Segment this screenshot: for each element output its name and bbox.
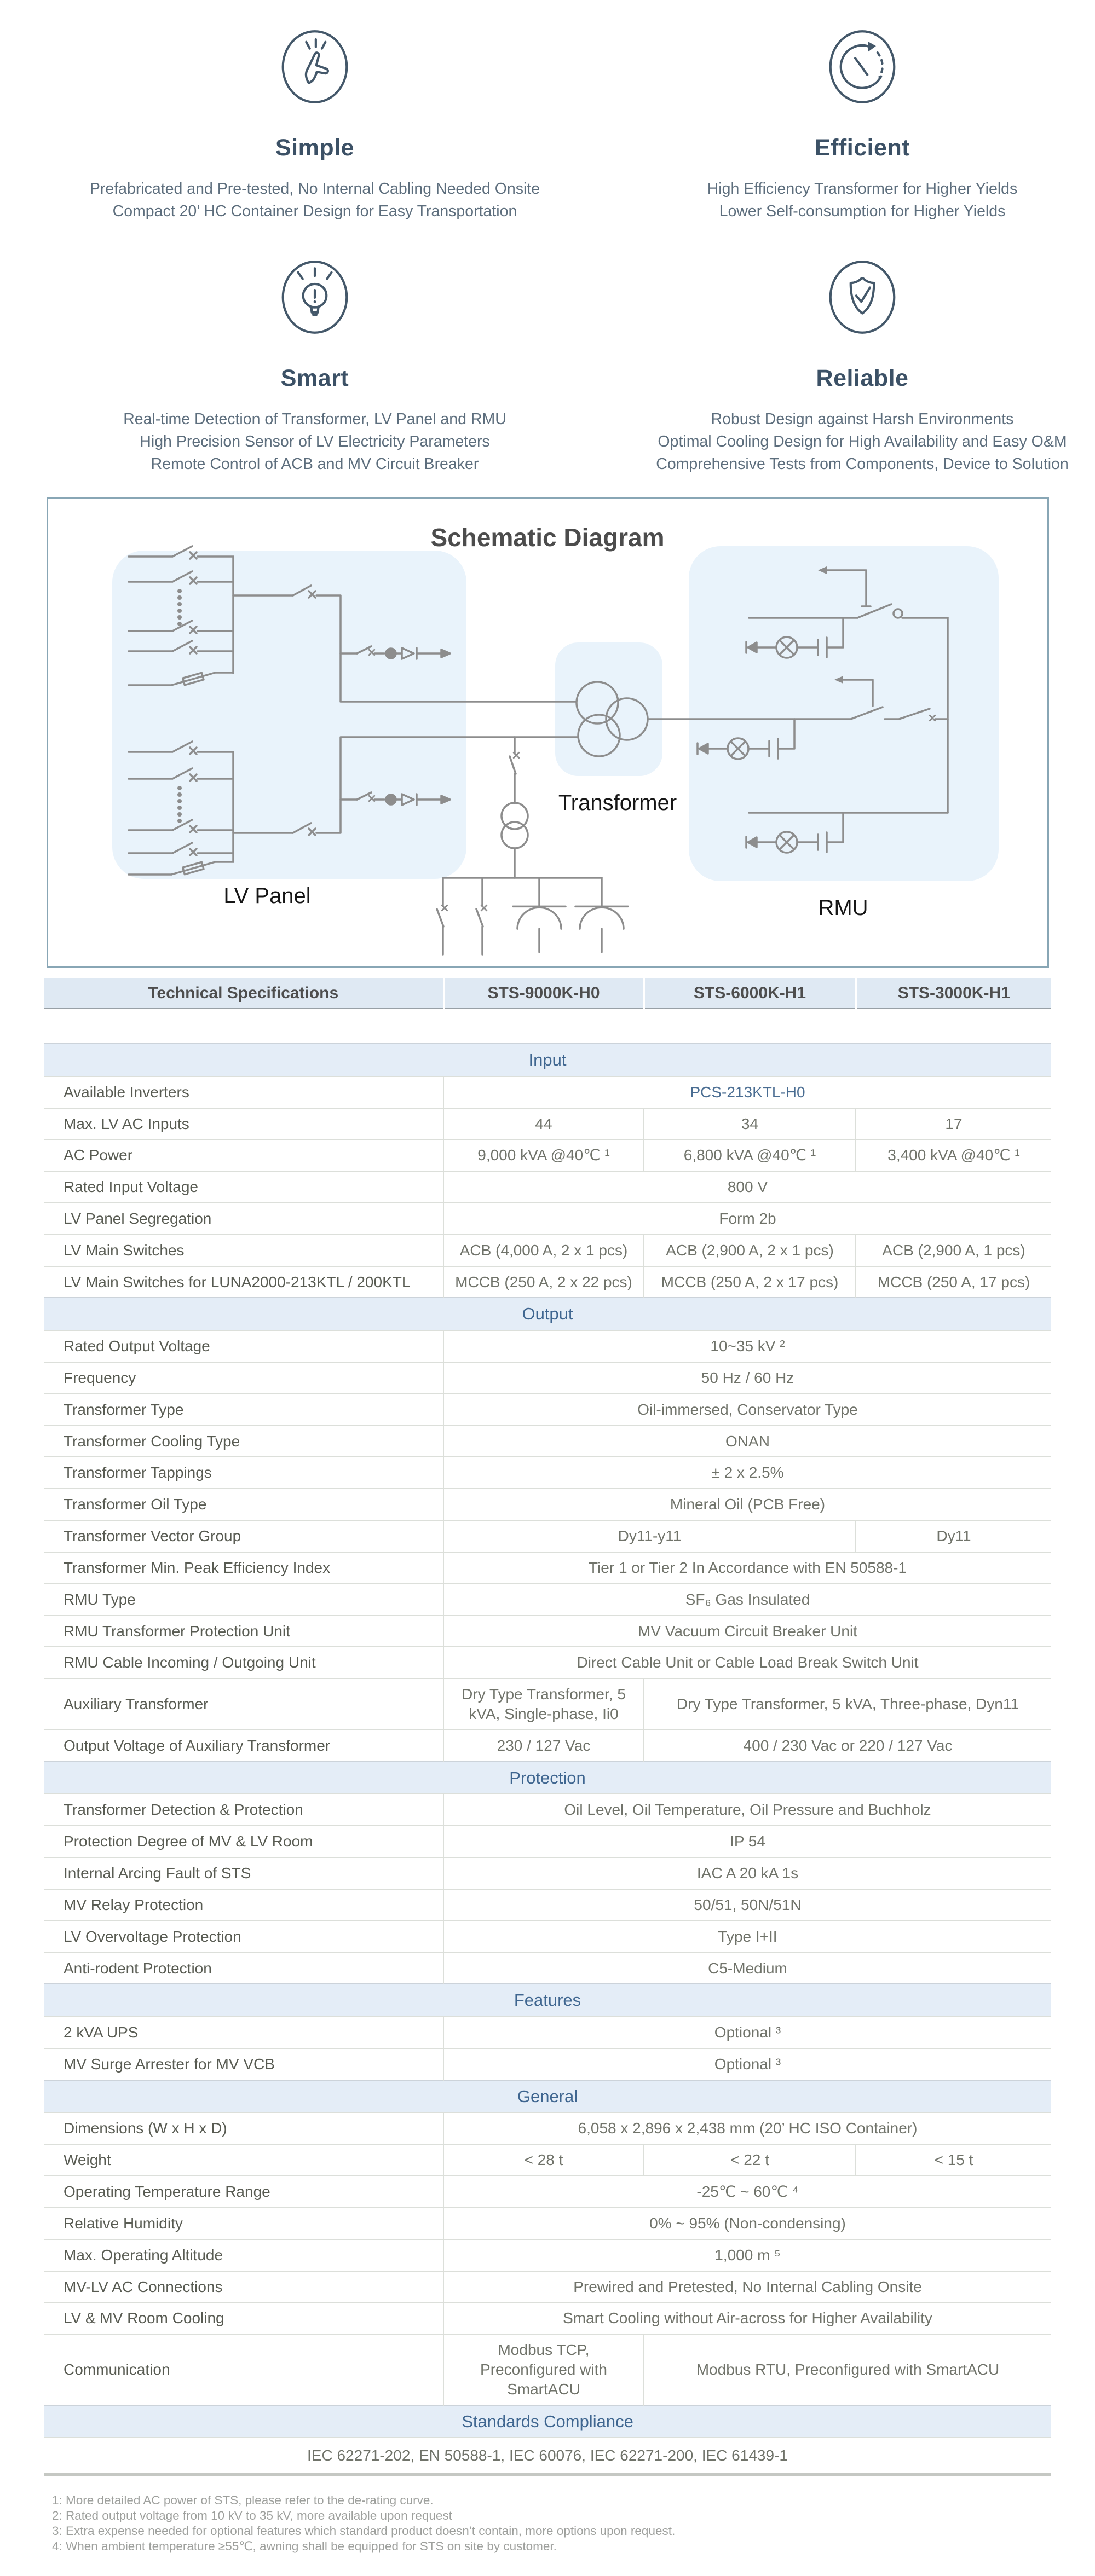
footnote: 3: Extra expense needed for optional features which standard product doesn’t contain, more options upon request. [52,2524,676,2538]
table-row [44,2144,1051,2176]
row-label: Max. Operating Altitude [44,2239,443,2271]
spec-cell: Oil-immersed, Conservator Type [443,1394,1051,1426]
table-row [44,1266,1051,1298]
spec-cell: 50 Hz / 60 Hz [443,1362,1051,1394]
feature-efficient [630,26,1095,223]
row-label: RMU Type [44,1584,443,1616]
spec-cell: Dry Type Transformer, 5 kVA, Three-phase, Dyn11 [644,1678,1051,1730]
footnotes [52,2493,1095,2554]
spec-cell: 50/51, 50N/51N [443,1889,1051,1921]
feature-line: Remote Control of ACB and MV Circuit Breaker [151,455,479,473]
feature-simple [0,26,630,223]
spec-cell: < 22 t [644,2144,856,2176]
spec-cell: Modbus TCP, Preconfigured with SmartACU [443,2334,644,2405]
footnote: 4: When ambient temperature ≥55℃, awning shall be equipped for STS on site by customer. [52,2539,557,2554]
feature-title: Simple [275,135,354,161]
row-label: Transformer Oil Type [44,1489,443,1520]
row-label: Transformer Cooling Type [44,1426,443,1457]
table-row [44,1921,1051,1953]
feature-title: Efficient [814,135,910,161]
row-label: LV Panel Segregation [44,1203,443,1235]
section-header-standards-compliance: Standards Compliance [44,2405,1051,2438]
section-header-features: Features [44,1984,1051,2017]
section-header-output: Output [44,1298,1051,1330]
row-label: AC Power [44,1139,443,1171]
spec-cell: 400 / 230 Vac or 220 / 127 Vac [644,1730,1051,1762]
row-label: Dimensions (W x H x D) [44,2112,443,2144]
table-row [44,1330,1051,1362]
spec-cell: IAC A 20 kA 1s [443,1857,1051,1889]
section-row [44,2080,1051,2113]
column-header-model-1: STS-9000K-H0 [443,978,644,1009]
spec-cell: 34 [644,1108,856,1140]
table-row [44,2438,1051,2475]
feature-line: Lower Self-consumption for Higher Yields [719,202,1006,220]
section-header-input: Input [44,1044,1051,1076]
row-label: Protection Degree of MV & LV Room [44,1826,443,1857]
row-label: RMU Cable Incoming / Outgoing Unit [44,1647,443,1678]
spec-cell: 3,400 kVA @40℃ ¹ [856,1139,1051,1171]
table-row [44,1584,1051,1616]
row-label: LV & MV Room Cooling [44,2302,443,2334]
spec-cell: 1,000 m ⁵ [443,2239,1051,2271]
table-row [44,1171,1051,1203]
spec-cell: MV Vacuum Circuit Breaker Unit [443,1616,1051,1647]
spec-cell: PCS-213KTL-H0 [443,1076,1051,1108]
row-label: MV-LV AC Connections [44,2271,443,2303]
spec-cell: IEC 62271-202, EN 50588-1, IEC 60076, IEC 62271-200, IEC 61439-1 [44,2438,1051,2475]
row-label: Weight [44,2144,443,2176]
table-row [44,1647,1051,1678]
shield-check-icon [822,257,903,338]
table-row [44,2334,1051,2405]
spec-cell: ACB (4,000 A, 2 x 1 pcs) [443,1235,644,1266]
row-label: Transformer Detection & Protection [44,1794,443,1826]
table-row [44,2239,1051,2271]
row-label: Transformer Type [44,1394,443,1426]
row-label: MV Relay Protection [44,1889,443,1921]
spec-cell: C5-Medium [443,1953,1051,1984]
spec-table [44,978,1051,2476]
table-row [44,1616,1051,1647]
table-row [44,2208,1051,2239]
row-label: Transformer Tappings [44,1457,443,1489]
feature-description [90,178,540,223]
spec-cell: 0% ~ 95% (Non-condensing) [443,2208,1051,2239]
schematic-title: Schematic Diagram [430,523,664,552]
table-row [44,1953,1051,1984]
table-row [44,1426,1051,1457]
spec-cell: Direct Cable Unit or Cable Load Break Switch Unit [443,1647,1051,1678]
footnote: 2: Rated output voltage from 10 kV to 35 kV, more available upon request [52,2509,452,2523]
row-label: LV Main Switches [44,1235,443,1266]
table-row [44,1108,1051,1140]
section-row [44,1984,1051,2017]
spec-cell: ONAN [443,1426,1051,1457]
row-label: Communication [44,2334,443,2405]
table-row [44,2017,1051,2048]
feature-line: Prefabricated and Pre-tested, No Internal Cabling Needed Onsite [89,180,540,198]
feature-description [123,408,506,476]
spec-cell: -25℃ ~ 60℃ ⁴ [443,2176,1051,2208]
section-header-protection: Protection [44,1762,1051,1794]
spec-cell: Optional ³ [443,2017,1051,2048]
spec-cell: 17 [856,1108,1051,1140]
feature-line: Compact 20’ HC Container Design for Easy Transportation [112,202,517,220]
row-label: Available Inverters [44,1076,443,1108]
spec-cell: Tier 1 or Tier 2 In Accordance with EN 50588-1 [443,1552,1051,1584]
column-header-model-2: STS-6000K-H1 [644,978,856,1009]
spec-cell: 10~35 kV ² [443,1330,1051,1362]
spec-cell: MCCB (250 A, 17 pcs) [856,1266,1051,1298]
row-label: Relative Humidity [44,2208,443,2239]
spec-cell: Prewired and Pretested, No Internal Cabling Onsite [443,2271,1051,2303]
table-row [44,2176,1051,2208]
table-row [44,1889,1051,1921]
feature-smart [0,257,630,476]
smart-bulb-icon [274,257,355,338]
section-row [44,2405,1051,2438]
spec-cell: Type I+II [443,1921,1051,1953]
table-row [44,1203,1051,1235]
table-row [44,1457,1051,1489]
table-row [44,2302,1051,2334]
spec-cell: Oil Level, Oil Temperature, Oil Pressure and Buchholz [443,1794,1051,1826]
feature-title: Smart [280,365,349,391]
spec-cell: Smart Cooling without Air-across for Higher Availability [443,2302,1051,2334]
row-label: Transformer Vector Group [44,1520,443,1552]
spec-cell: 800 V [443,1171,1051,1203]
table-row [44,1394,1051,1426]
table-row [44,1794,1051,1826]
table-row [44,1076,1051,1108]
features-section [0,0,1095,476]
spec-cell: Dy11-y11 [443,1520,856,1552]
spec-cell: Optional ³ [443,2048,1051,2080]
spec-cell: 6,058 x 2,896 x 2,438 mm (20’ HC ISO Container) [443,2112,1051,2144]
footnote: 1: More detailed AC power of STS, please refer to the de-rating curve. [52,2493,434,2508]
section-row [44,1762,1051,1794]
schematic-diagram [48,499,1047,966]
table-row [44,1489,1051,1520]
feature-line: Robust Design against Harsh Environments [711,410,1014,428]
table-row [44,2112,1051,2144]
spec-cell: 44 [443,1108,644,1140]
feature-description [707,178,1018,223]
spec-cell: Modbus RTU, Preconfigured with SmartACU [644,2334,1051,2405]
spec-cell: Mineral Oil (PCB Free) [443,1489,1051,1520]
spec-cell: Dy11 [856,1520,1051,1552]
row-label: Transformer Min. Peak Efficiency Index [44,1552,443,1584]
feature-line: Optimal Cooling Design for High Availability and Easy O&M [658,433,1067,450]
features-grid [0,26,1095,476]
row-label: Auxiliary Transformer [44,1678,443,1730]
table-row [44,1139,1051,1171]
section-row [44,1298,1051,1330]
row-label: Output Voltage of Auxiliary Transformer [44,1730,443,1762]
row-label: Rated Output Voltage [44,1330,443,1362]
spec-cell: Dry Type Transformer, 5 kVA, Single-phase, Ii0 [443,1678,644,1730]
spec-cell: MCCB (250 A, 2 x 22 pcs) [443,1266,644,1298]
spec-cell: IP 54 [443,1826,1051,1857]
feature-title: Reliable [816,365,909,391]
table-row [44,1730,1051,1762]
column-header-model-3: STS-3000K-H1 [856,978,1051,1009]
row-label: LV Overvoltage Protection [44,1921,443,1953]
row-label: 2 kVA UPS [44,2017,443,2048]
feature-line: High Efficiency Transformer for Higher Yields [707,180,1018,198]
spec-cell: SF₆ Gas Insulated [443,1584,1051,1616]
row-label: Frequency [44,1362,443,1394]
table-row [44,2048,1051,2080]
feature-line: Comprehensive Tests from Components, Device to Solution [656,455,1069,473]
table-header-row [44,978,1051,1009]
efficiency-clock-icon [822,26,903,107]
rmu-label: RMU [817,896,868,920]
feature-line: High Precision Sensor of LV Electricity Parameters [140,433,490,450]
spec-cell: < 28 t [443,2144,644,2176]
section-row [44,1044,1051,1076]
row-label: Anti-rodent Protection [44,1953,443,1984]
table-row [44,1520,1051,1552]
schematic-diagram-box [47,497,1049,968]
spec-cell: 6,800 kVA @40℃ ¹ [644,1139,856,1171]
column-header-specifications: Technical Specifications [44,978,443,1009]
transformer-label: Transformer [558,791,677,815]
feature-reliable [630,257,1095,476]
row-label: MV Surge Arrester for MV VCB [44,2048,443,2080]
spec-cell: ACB (2,900 A, 1 pcs) [856,1235,1051,1266]
table-row [44,1678,1051,1730]
row-label: LV Main Switches for LUNA2000-213KTL / 200KTL [44,1266,443,1298]
row-label: Operating Temperature Range [44,2176,443,2208]
spec-cell: < 15 t [856,2144,1051,2176]
row-label: RMU Transformer Protection Unit [44,1616,443,1647]
header-spacer [44,1009,1051,1044]
snap-fingers-icon [274,26,355,107]
table-row [44,1552,1051,1584]
spec-cell: MCCB (250 A, 2 x 17 pcs) [644,1266,856,1298]
spec-cell: ± 2 x 2.5% [443,1457,1051,1489]
section-header-general: General [44,2080,1051,2113]
row-label: Internal Arcing Fault of STS [44,1857,443,1889]
spec-cell: ACB (2,900 A, 2 x 1 pcs) [644,1235,856,1266]
spec-cell: 9,000 kVA @40℃ ¹ [443,1139,644,1171]
spec-cell: Form 2b [443,1203,1051,1235]
row-label: Max. LV AC Inputs [44,1108,443,1140]
table-row [44,2271,1051,2303]
table-row [44,1826,1051,1857]
lv-panel-label: LV Panel [223,884,311,908]
table-row [44,1857,1051,1889]
table-row [44,1362,1051,1394]
spec-cell: 230 / 127 Vac [443,1730,644,1762]
table-row [44,1235,1051,1266]
feature-description [656,408,1069,476]
feature-line: Real-time Detection of Transformer, LV Panel and RMU [123,410,506,428]
row-label: Rated Input Voltage [44,1171,443,1203]
